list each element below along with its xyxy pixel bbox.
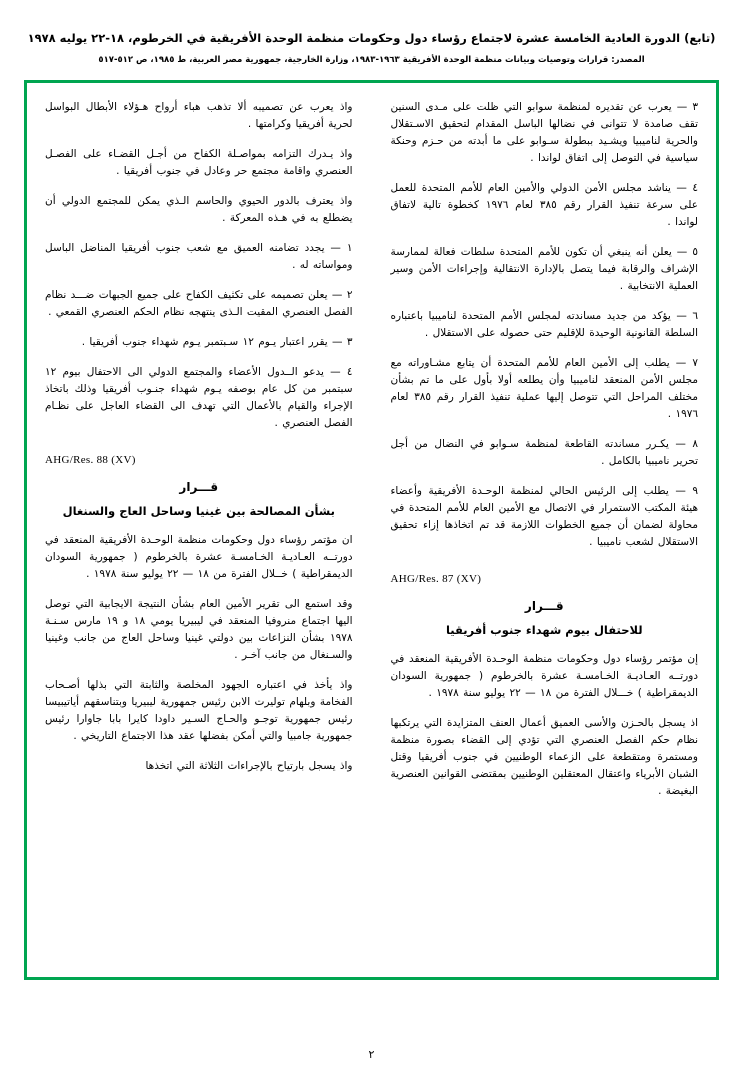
paragraph: ٥ — يعلن أنه ينبغي أن تكون للأمم المتحدة سلطات فعالة لممارسة الإشراف والرقابة فيما يتصل بالإدارة الانتقالية وإجراءات الأمن وسير العملية الانتخابية . — [390, 246, 698, 293]
paragraph: واذ يأخذ في اعتباره الجهود المخلصة والثابتة التي بذلها أصـحاب الفخامة وبلهام توليرت الابن رئيس جمهورية ليبيريا وبتناسقهم أياتيبيسا رئيس جمهورية توجـو والحـاج السـير داودا كايرا بابا جاوارا رئيس جمهورية جامبيا والتي أمكن بفضلها عقد هذا الاجتماع التاريخي . — [45, 679, 353, 743]
paragraph: إن مؤتمر رؤساء دول وحكومات منظمة الوحـدة الأفريقية المنعقد في دورتــه العـاديـة الخـامسـة عشرة بالخرطوم ( جمهورية السودان الديمقراطية ) خـــلال الفترة من ١٨ — ٢٢ يوليو سنة ١٩٧٨ . — [390, 653, 698, 700]
source-line: المصدر: قرارات وتوصيات وبيانات منظمة الوحدة الأفريقية ١٩٦٣-١٩٨٣، وزارة الخارجية، جمهورية مصر العربية، ط ١٩٨٥، ص ٥١٢-٥١٧ — [98, 55, 645, 66]
paragraph: واذ يعترف بالدور الحيوي والحاسم الـذي يمكن للمجتمع الدولي أن يضطلع به في هـذه المعركة . — [45, 195, 353, 225]
paragraph: ٤ — يناشد مجلس الأمن الدولي والأمين العام للأمم المتحدة للعمل على سرعة تنفيذ القرار رقم ٣٨٥ لعام ١٩٧٦ كخطوة تالية لاتفاق لواندا . — [390, 182, 699, 229]
column-left — [45, 99, 359, 961]
resolution-id: AHG/Res. 87 (XV) — [390, 573, 482, 586]
numbered-paragraph: ١ — يجدد تضامنه العميق مع شعب جنوب أفريقيا المناضل الباسل ومواساته له . — [45, 242, 353, 272]
resolution-id: AHG/Res. 88 (XV) — [45, 454, 136, 467]
numbered-paragraph: ٤ — يدعو الــدول الأعضاء والمجتمع الدولي الى الاحتفال بيوم ١٢ سبتمبر من كل عام بوصفه يـوم شهداء جنـوب أفريقيا وذلك باتخاذ الإجراء والقيام بالأعمال التي تهدف الى القضاء العاجل على نظـام الفصل العنصري . — [45, 366, 353, 430]
paragraph: وقد استمع الى تقرير الأمين العام بشأن النتيجة الايجابية التي توصل اليها اجتماع منروفيا المنعقد في ليبيريا يومي ١٨ و ١٩ مارس سـنـة ١٩٧٨ بشأن النزاعات بين دولتي غينيا وساحل العاج من جانب وغينيا والسـنغال من جانب آخـر . — [45, 598, 353, 662]
paragraph: واذ يـدرك التزامه بمواصـلة الكفاح من أجـل القضـاء على الفصـل العنصري واقامة مجتمع حر وعادل في جنوب أفريقيا . — [45, 148, 353, 178]
two-column-layout — [45, 99, 698, 961]
paragraph: اذ يسجل بالحـزن والأسى العميق أعمال العنف المتزايدة التي يرتكبها نظام حكم الفصل العنصري التي تؤدي إلى القضاء بصورة منظمة ومستمرة ومتقطعة على الزعماء الوطنيين في جنوب أفريقيا وقتل الشبان الأبرياء واعتقال المعتقلين الوطنيين بمقتضى القوانين العنصرية البغيضة . — [390, 717, 698, 798]
column-right — [385, 99, 699, 961]
paragraph: ٩ — يطلب إلى الرئيس الحالي لمنظمة الوحـدة الأفريقية وأعضاء هيئة المكتب الاستمرار في الاتصال مع الأمين العام للأمم المتحدة في محاولة لضمان أن جميع الخطوات اللازمة قد تم اتخاذها إزاء تحقيق الاستقلال لشعب ناميبيا . — [390, 485, 698, 549]
content-frame — [24, 80, 719, 980]
paragraph: ٧ — يطلب إلى الأمين العام للأمم المتحدة أن يتابع مشـاوراته مع مجلس الأمن المنعقد لناميبيا وأن يطلعه أولا بأول على ما تم بشأن مختلف المراحل التي تتوصل إليها عملية تنفيذ القرار رقم ٣٨٥ لعام ١٩٧٦ . — [390, 357, 698, 421]
resolution-heading: قـــرار — [179, 480, 219, 495]
paragraph: واذ يعرب عن تصميبه ألا تذهب هباء أرواح هـؤلاء الأبطال البواسل لحرية أفريقيا وكرامتها . — [45, 101, 353, 131]
resolution-subject: بشأن المصالحة بين غينيا وساحل العاج والسنغال — [62, 504, 335, 519]
paragraph: ٣ — يعرب عن تقديره لمنظمة سوابو التي ظلت على مـدى السنين تقف صامدة لا تتوانى في نضالها الباسل المقدام لتحقيق الاسـتقلال والحرية لناميبيا ويشـيد ببطولة سـوابو على ما أبدته من حـزم وحنكة سياسية في التوصل إلى اتفاق لواندا . — [390, 101, 698, 165]
numbered-paragraph: ٣ — يقرر اعتبار يـوم ١٢ سـبتمبر يـوم شهداء جنوب أفريقيا . — [81, 336, 353, 349]
page-title: (تابع) الدورة العادية الخامسة عشرة لاجتماع رؤساء دول وحكومات منظمة الوحدة الأفريقية في الخرطوم، ١٨-٢٢ يوليه ١٩٧٨ — [27, 31, 716, 45]
numbered-paragraph: ٢ — يعلن تصميمه على تكثيف الكفاح على جميع الجبهات ضـــد نظام الفصل العنصري المقيت الـذى ينتهجه نظام الحكم العنصري القمعي . — [45, 289, 353, 319]
paragraph: واذ يسجل بارتياح بالإجراءات الثلاثة التي اتخذها — [145, 760, 353, 773]
paragraph: ٨ — يكـرر مساندته القاطعة لمنظمة سـوابو في النضال من أجل تحرير ناميبيا بالكامل . — [390, 438, 698, 468]
resolution-heading: قـــرار — [524, 599, 564, 614]
paragraph: ٦ — يؤكد من جديد مساندته لمجلس الأمم المتحدة لناميبيا باعتباره السلطة القانونية الوحيدة للإقليم حتى حصوله على الاستقلال . — [390, 310, 698, 340]
document-header — [24, 30, 719, 67]
page-number: ٢ — [368, 1048, 375, 1061]
resolution-subject: للاحتفال بيوم شهداء جنوب أفريقيا — [445, 623, 643, 638]
paragraph: ان مؤتمر رؤساء دول وحكومات منظمة الوحـدة الأفريقية المنعقد في دورتــه العـاديـة الخـامسـة عشرة بالخرطوم ( جمهورية السودان الديمقراطية ) خــلال الفترة من ١٨ — ٢٢ يوليو سنة ١٩٧٨ . — [45, 534, 353, 581]
